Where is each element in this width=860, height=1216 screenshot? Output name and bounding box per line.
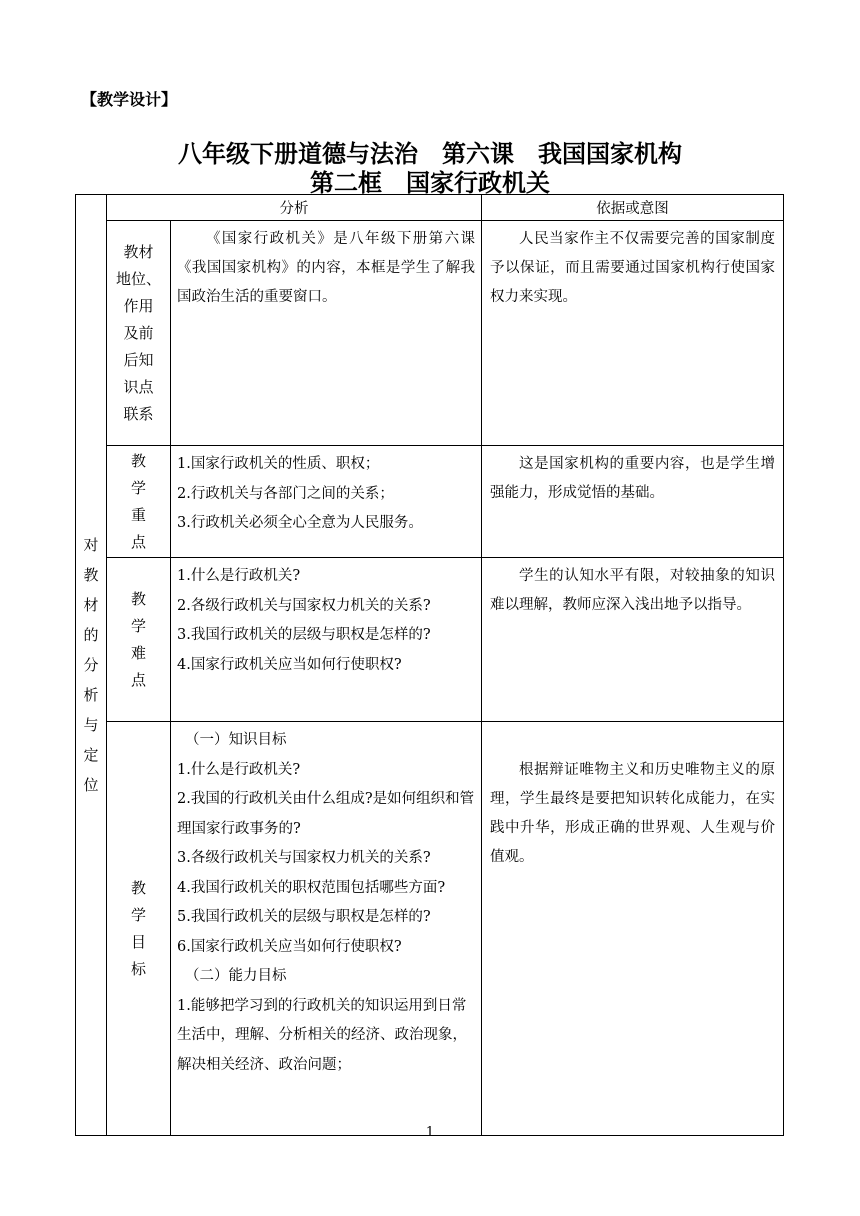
basis-cell [482,446,784,558]
table-row [76,558,784,722]
category-label [107,586,170,694]
analysis-line: 1.能够把学习到的行政机关的知识运用到日常生活中，理解、分析相关的经济、政治现象，解决相关经济、政治问题； [177,997,467,1073]
analysis-list [177,450,475,539]
category-label-part: 学 [130,478,146,497]
side-label-char: 教 [83,566,99,584]
category-cell [107,558,171,722]
basis-text: 这是国家机构的重要内容，也是学生增强能力，形成觉悟的基础。 [490,456,775,501]
basis-text: 学生的认知水平有限，对较抽象的知识难以理解，教师应深入浅出地予以指导。 [490,568,775,613]
page-subtitle: 第二框 国家行政机关 [310,169,550,197]
basis-cell [482,221,784,446]
category-label-part: 及前 [123,323,154,342]
category-label-part: 识点 [123,377,154,396]
analysis-line: （一）知识目标 [185,732,287,748]
category-label-part: 教 [130,878,146,897]
category-label-part: 目 [130,932,146,951]
page-title: 八年级下册道德与法治 第六课 我国国家机构 [178,140,682,168]
basis-cell [482,558,784,722]
side-label-char: 材 [83,596,99,614]
side-label-char: 对 [83,536,99,554]
category-label-part: 点 [130,532,146,551]
category-label-part: 教 [130,589,146,608]
side-label-char: 析 [83,686,99,704]
category-label-part: 作用 [123,296,154,315]
category-label-part: 点 [130,670,146,689]
analysis-line: 4.国家行政机关应当如何行使职权? [177,656,402,673]
basis-text: 根据辩证唯物主义和历史唯物主义的原理，学生最终是要把知识转化成能力，在实践中升华，形成正确的世界观、人生观与价值观。 [490,762,775,865]
analysis-line: 5.我国行政机关的层级与职权是怎样的? [177,909,431,925]
table-row [76,722,784,1136]
table-header-row [76,195,784,221]
category-label-part: 标 [130,959,146,978]
category-cell [107,446,171,558]
analysis-line: 2.我国的行政机关由什么组成?是如何组织和管理国家行政事务的? [177,791,475,837]
analysis-list [177,726,475,1080]
section-label: 【教学设计】 [81,90,178,109]
analysis-text: 《国家行政机关》是八年级下册第六课《我国国家机构》的内容，本框是学生了解我国政治生活的重要窗口。 [177,231,475,305]
analysis-line: 3.行政机关必须全心全意为人民服务。 [177,515,423,531]
analysis-line: 3.各级行政机关与国家权力机关的关系? [177,850,431,866]
analysis-cell [171,446,482,558]
page-number: 1 [425,1125,435,1140]
analysis-line: 6.国家行政机关应当如何行使职权? [177,938,402,955]
category-cell [107,221,171,446]
category-label-part: 联系 [123,404,154,423]
analysis-line: 2.各级行政机关与国家权力机关的关系? [177,597,431,614]
side-label-char: 与 [83,716,99,734]
header-analysis: 分析 [107,195,482,221]
category-label [107,448,170,556]
side-label-char: 位 [83,776,99,794]
side-label-char: 分 [83,656,99,674]
category-label-part: 难 [130,643,146,662]
analysis-line: 1.什么是行政机关? [177,761,301,778]
category-label-part: 后知 [123,350,154,369]
side-label-char: 定 [83,746,99,764]
category-label [107,875,170,983]
analysis-cell [171,558,482,722]
category-label-part: 学 [130,905,146,924]
basis-text: 人民当家作主不仅需要完善的国家制度予以保证，而且需要通过国家机构行使国家权力来实现。 [490,231,775,305]
basis-cell [482,722,784,1136]
category-label [107,239,170,428]
category-label-part: 教 [130,451,146,470]
analysis-cell [171,221,482,446]
analysis-line: 3.我国行政机关的层级与职权是怎样的? [177,627,431,643]
category-label-part: 教材 [123,242,154,261]
side-label [76,530,106,800]
category-cell [107,722,171,1136]
table-row [76,446,784,558]
analysis-line: 4.我国行政机关的职权范围包括哪些方面? [177,879,446,896]
analysis-cell [171,722,482,1136]
category-label-part: 重 [130,505,146,524]
side-label-char: 的 [83,626,99,644]
header-basis: 依据或意图 [482,195,784,221]
category-label-part: 地位、 [115,269,161,288]
analysis-line: 1.国家行政机关的性质、职权； [177,456,380,472]
side-label-cell [76,195,107,1136]
analysis-line: 2.行政机关与各部门之间的关系； [177,485,394,502]
analysis-line: （二）能力目标 [185,968,287,984]
analysis-table [75,194,784,1136]
analysis-list [177,562,475,680]
analysis-line: 1.什么是行政机关? [177,568,301,584]
category-label-part: 学 [130,616,146,635]
table-row [76,221,784,446]
